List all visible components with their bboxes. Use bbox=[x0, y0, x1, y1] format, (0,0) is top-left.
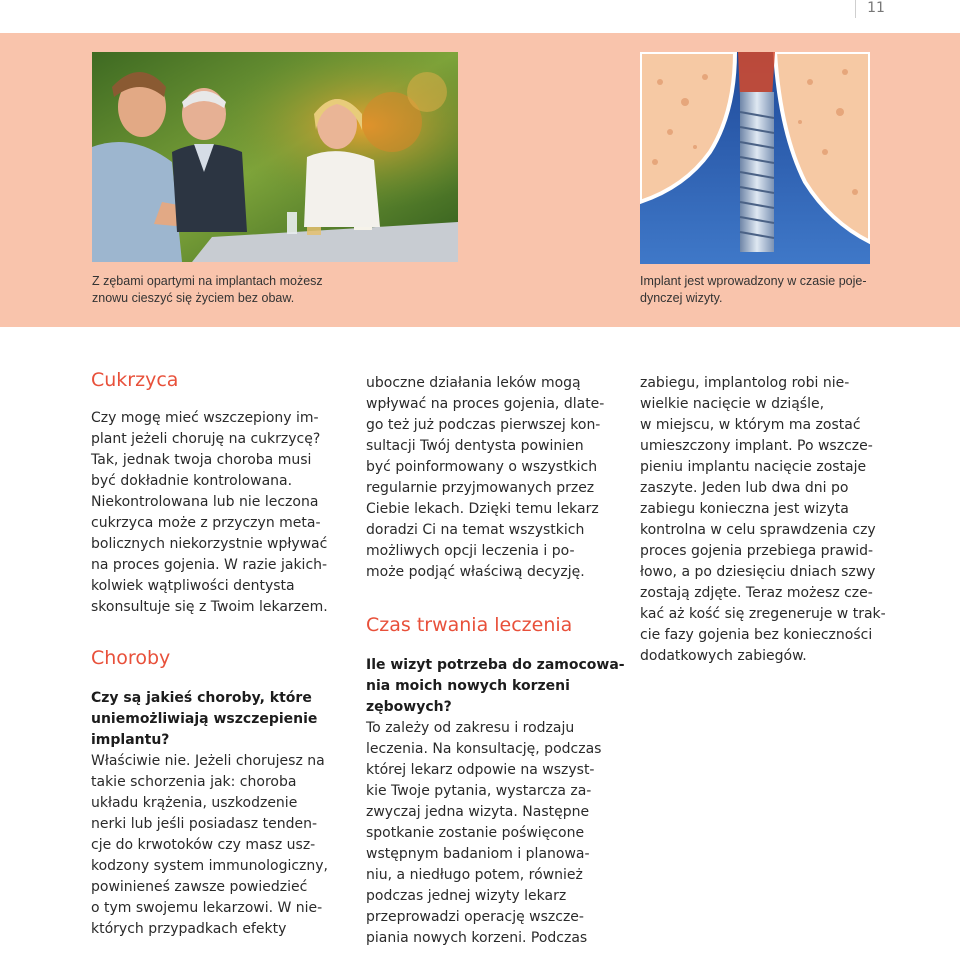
body-line: uboczne działania leków mogą bbox=[366, 375, 581, 391]
body-line: wpływać na proces gojenia, dlate- bbox=[366, 396, 605, 412]
body-line: Ciebie lekach. Dzięki temu lekarz bbox=[366, 501, 599, 517]
body-line: zwyczaj jedna wizyta. Następne bbox=[366, 804, 590, 820]
body-line: umieszczony implant. Po wszcze- bbox=[640, 438, 873, 454]
body-line: cje do krwotoków czy masz usz- bbox=[91, 837, 316, 853]
body-line: kontrolna w celu sprawdzenia czy bbox=[640, 522, 876, 538]
body-line: regularnie przyjmowanych przez bbox=[366, 480, 595, 496]
body-line: Tak, jednak twoja choroba musi bbox=[91, 452, 312, 468]
caption-line: Implant jest wprowadzony w czasie poje- bbox=[640, 274, 867, 288]
body-line: spotkanie zostanie poświęcone bbox=[366, 825, 585, 841]
body-line: niu, a niedługo potem, również bbox=[366, 867, 583, 883]
question-line: Czy mogę mieć wszczepiony im- bbox=[91, 410, 319, 426]
body-line: pieniu implantu nacięcie zostaje bbox=[640, 459, 867, 475]
text-column-1 bbox=[91, 368, 341, 940]
body-line: cukrzyca może z przyczyn meta- bbox=[91, 515, 321, 531]
body-line: kolwiek wątpliwości dentysta bbox=[91, 578, 295, 594]
body-line: wstępnym badaniom i planowa- bbox=[366, 846, 590, 862]
body-line: takie schorzenia jak: choroba bbox=[91, 774, 297, 790]
body-line: To zależy od zakresu i rodzaju bbox=[366, 720, 575, 736]
body-line: doradzi Ci na temat wszystkich bbox=[366, 522, 585, 538]
body-line: na proces gojenia. W razie jakich- bbox=[91, 557, 328, 573]
body-line: przeprowadzi operację wszcze- bbox=[366, 909, 584, 925]
body-line: powinieneś zawsze powiedzieć bbox=[91, 879, 308, 895]
question-line: uniemożliwiają wszczepienie bbox=[91, 711, 318, 727]
body-line: być poinformowany o wszystkich bbox=[366, 459, 598, 475]
implant-illustration bbox=[640, 52, 870, 264]
body-line: bolicznych niekorzystnie wpływać bbox=[91, 536, 328, 552]
body-line: zostają zdjęte. Teraz możesz cze- bbox=[640, 585, 873, 601]
caption-line: Z zębami opartymi na implantach możesz bbox=[92, 274, 323, 288]
body-line: łowo, a po dziesięciu dniach szwy bbox=[640, 564, 876, 580]
question-line: zębowych? bbox=[366, 699, 452, 715]
question-line: Ile wizyt potrzeba do zamocowa- bbox=[366, 657, 625, 673]
section-heading-choroby: Choroby bbox=[91, 647, 171, 669]
body-line: nerki lub jeśli posiadasz tenden- bbox=[91, 816, 317, 832]
right-photo-caption bbox=[640, 273, 867, 307]
body-line: w miejscu, w którym ma zostać bbox=[640, 417, 861, 433]
body-line: sultacji Twój dentysta powinien bbox=[366, 438, 584, 454]
body-line: kodzony system immunologiczny, bbox=[91, 858, 329, 874]
body-line: kie Twoje pytania, wystarcza za- bbox=[366, 783, 592, 799]
family-dining-photo bbox=[92, 52, 458, 262]
body-line: cie fazy gojenia bez konieczności bbox=[640, 627, 873, 643]
body-line: których przypadkach efekty bbox=[91, 921, 287, 937]
body-line: proces gojenia przebiega prawid- bbox=[640, 543, 874, 559]
body-line: kać aż kość się zregeneruje w trak- bbox=[640, 606, 886, 622]
body-line: zabiegu konieczna jest wizyta bbox=[640, 501, 849, 517]
page-number: 11 bbox=[855, 0, 896, 18]
body-line: możliwych opcji leczenia i po- bbox=[366, 543, 575, 559]
body-line: leczenia. Na konsultację, podczas bbox=[366, 741, 602, 757]
section-heading-cukrzyca: Cukrzyca bbox=[91, 369, 179, 391]
question-line: Czy są jakieś choroby, które bbox=[91, 690, 312, 706]
body-line: której lekarz odpowie na wszyst- bbox=[366, 762, 595, 778]
body-line: podczas jednej wizyty lekarz bbox=[366, 888, 567, 904]
body-line: zaszyte. Jeden lub dwa dni po bbox=[640, 480, 849, 496]
body-line: być dokładnie kontrolowana. bbox=[91, 473, 293, 489]
question-line: nia moich nowych korzeni bbox=[366, 678, 570, 694]
section-heading-czas-trwania: Czas trwania leczenia bbox=[366, 614, 573, 636]
body-line: dodatkowych zabiegów. bbox=[640, 648, 807, 664]
body-line: może podjąć właściwą decyzję. bbox=[366, 564, 585, 580]
body-line: Właściwie nie. Jeżeli chorujesz na bbox=[91, 753, 325, 769]
left-photo-caption bbox=[92, 273, 323, 307]
body-line: wielkie nacięcie w dziąśle, bbox=[640, 396, 825, 412]
caption-line: dynczej wizyty. bbox=[640, 291, 723, 305]
body-line: układu krążenia, uszkodzenie bbox=[91, 795, 298, 811]
caption-line: znowu cieszyć się życiem bez obaw. bbox=[92, 291, 295, 305]
text-column-3 bbox=[640, 373, 890, 667]
body-line: zabiegu, implantolog robi nie- bbox=[640, 375, 850, 391]
question-line: implantu? bbox=[91, 732, 170, 748]
text-column-2 bbox=[366, 373, 625, 949]
body-line: Niekontrolowana lub nie leczona bbox=[91, 494, 319, 510]
body-line: go też już podczas pierwszej kon- bbox=[366, 417, 601, 433]
body-line: skonsultuje się z Twoim lekarzem. bbox=[91, 599, 328, 615]
question-line: plant jeżeli choruję na cukrzycę? bbox=[91, 431, 321, 447]
body-line: o tym swojemu lekarzowi. W nie- bbox=[91, 900, 323, 916]
body-line: piania nowych korzeni. Podczas bbox=[366, 930, 588, 946]
